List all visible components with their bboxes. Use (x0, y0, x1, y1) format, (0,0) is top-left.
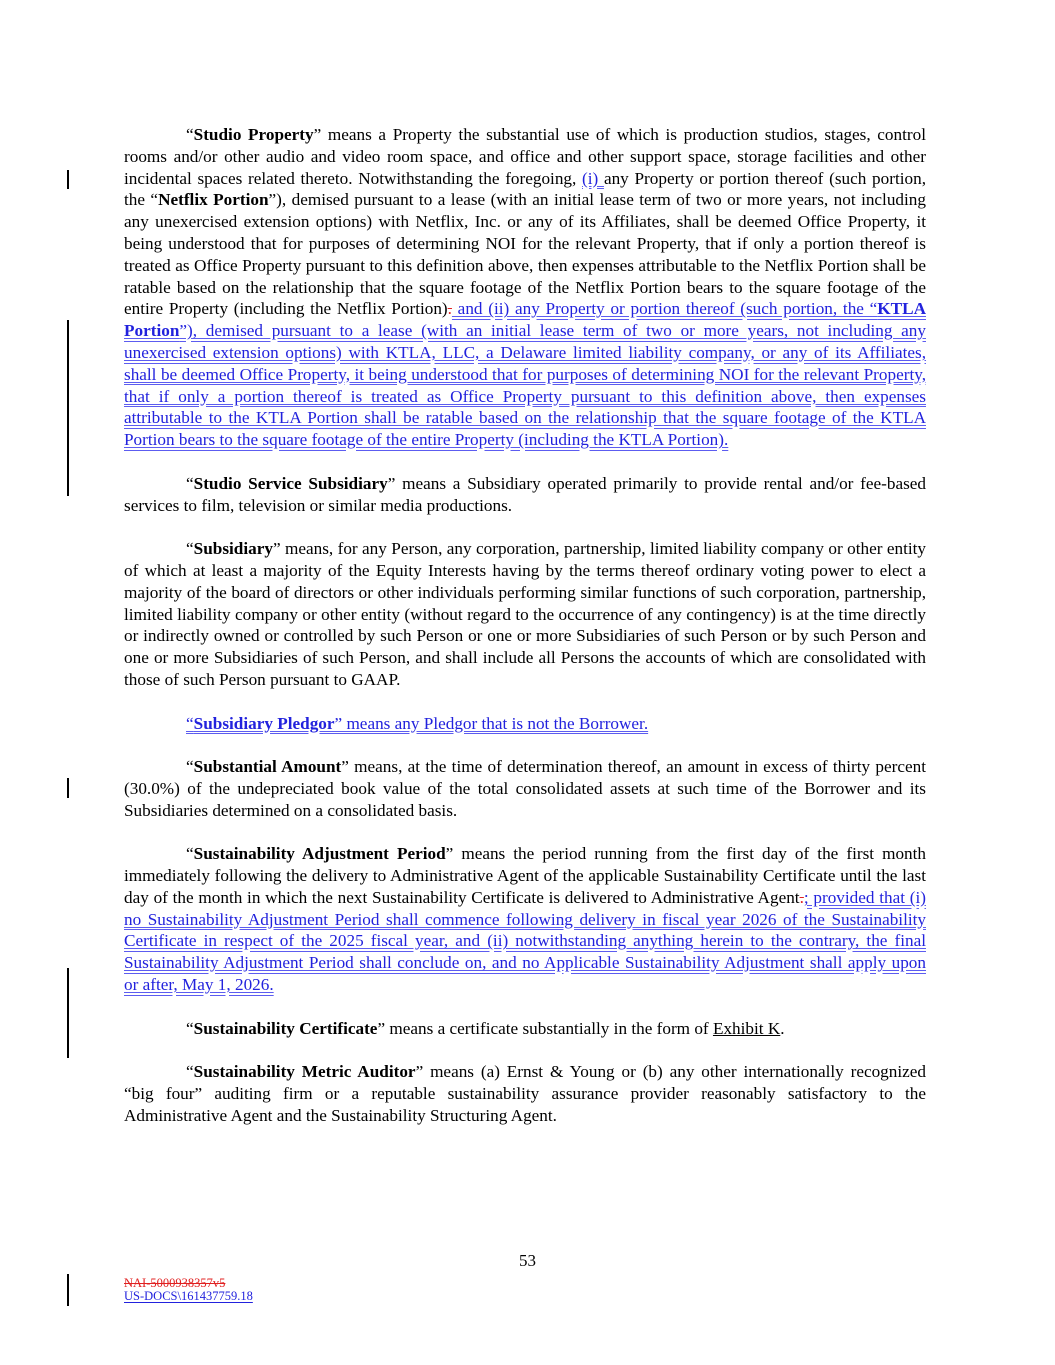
body-text: ” means, for any Person, any corporation, partnership, limited liability company or other entity of which at least a majority of the Equity Interests having by the terms thereof ordinary voting power to elect a majority of the board of directors or other individuals performing similar functions of such corporation, partnership, limited liability company or other entity (without regard to the occurrence of any contingency) is at the time directly or indirectly owned or controlled by such Person or one or more Subsidiaries of such Person or by such Person and one or more Subsidiaries of such Person, and shall include all Persons the accounts of which are consolidated with those of such Person pursuant to GAAP. (124, 539, 926, 689)
page-number: 53 (519, 1251, 536, 1270)
inserted-doc-id: US-DOCS\161437759.18 (124, 1288, 253, 1303)
deleted-text: . (447, 299, 452, 319)
body-text: “ (186, 539, 194, 559)
definition-paragraph (124, 124, 926, 451)
body-text: “ (186, 1062, 194, 1082)
inserted-defined-term: KTLA Portion (124, 299, 926, 341)
change-bar (67, 968, 69, 1058)
body-text: ” means a Subsidiary operated primarily to provide rental and/or fee-based services to film, television or similar media productions. (124, 473, 926, 515)
defined-term: Netflix Portion (158, 190, 269, 210)
inserted-text: ”), demised pursuant to a lease (with an initial lease term of two or more years, not including any unexercised extension options) with KTLA, LLC, a Delaware limited liability company, or any of its Affiliates, shall be deemed Office Property, it being understood that for purposes of determining NOI for the relevant Property, that if only a portion thereof is treated as Office Property pursuant to this definition above, then expenses attributable to the KTLA Portion shall be ratable based on the relationship that the square footage of the KTLA Portion bears to the square footage of the entire Property (including the KTLA Portion). (124, 321, 926, 450)
definition-paragraph (124, 538, 926, 691)
inserted-defined-term: Subsidiary Pledgor (193, 713, 335, 733)
change-bar (67, 320, 69, 496)
body-text: ” means a Property the substantial use of which is production studios, stages, control rooms and/or other audio and video room space, and office and other support space, storage facilities and other incidental spaces related thereto. Notwithstanding the foregoing, (124, 125, 926, 188)
defined-term: Studio Property (193, 125, 314, 144)
body-text: “ (186, 757, 194, 777)
body-text: ” means the period running from the first day of the first month immediately following the delivery to Administrative Agent of the applicable Sustainability Certificate until the last day of the month in which the next Sustainability Certificate is delivered to Administrative Agent (124, 844, 927, 907)
body-text: “ (186, 844, 194, 864)
inserted-text: ; provided that (i) no Sustainability Adjustment Period shall commence following delivery in fiscal year 2026 of the Sustainability Certificate in respect of the 2025 fiscal year, and (ii) notwithstanding anything herein to the contrary, the final Sustainability Adjustment Period shall conclude on, and no Applicable Sustainability Adjustment shall apply upon or after, May 1, 2026. (124, 887, 926, 995)
definition-paragraph (124, 1061, 926, 1126)
deleted-doc-id: NAI-5000938357v5 (124, 1276, 226, 1290)
defined-term: Subsidiary (193, 539, 273, 559)
definition-paragraph (124, 713, 926, 735)
body-text: . (780, 1018, 785, 1038)
inserted-text: “ (186, 713, 194, 733)
defined-term: Studio Service Subsidiary (193, 473, 388, 493)
body-text: ” means a certificate substantially in the form of (377, 1018, 713, 1038)
defined-term: Sustainability Adjustment Period (193, 844, 446, 864)
body-text: ”), demised pursuant to a lease (with an initial lease term of two or more years, not including any unexercised extension options) with Netflix, Inc. or any of its Affiliates, shall be deemed Office Property, it being understood that for purposes of determining NOI for the relevant Property, that if only a portion thereof is treated as Office Property pursuant to this definition above, then expenses attributable to the Netflix Portion shall be ratable based on the relationship that the square footage of the Netflix Portion bears to the square footage of the entire Property (including the Netflix Portion) (124, 190, 926, 319)
definition-paragraph (124, 1018, 926, 1040)
definition-paragraph (124, 756, 926, 821)
body-text: ” means (a) Ernst & Young or (b) any other internationally recognized “big four” auditing firm or a reputable sustainability assurance provider reasonably satisfactory to the Administrative Agent and the Sustainability Structuring Agent. (124, 1062, 926, 1125)
deleted-text: . (799, 887, 804, 907)
inserted-text: (i) (582, 168, 604, 188)
defined-term: Sustainability Certificate (193, 1018, 378, 1038)
inserted-text: and (ii) any Property or portion thereof (such portion, the “ (451, 299, 878, 319)
definition-paragraph (124, 843, 926, 996)
document-body (124, 124, 926, 1148)
exhibit-reference: Exhibit K (712, 1018, 781, 1038)
defined-term: Sustainability Metric Auditor (193, 1062, 416, 1082)
change-bar (67, 1274, 69, 1306)
body-text: “ (186, 125, 194, 144)
footer-doc-id (124, 1277, 253, 1302)
change-bar (67, 778, 69, 798)
body-text: any Property or portion thereof (such portion, the “ (124, 168, 926, 210)
defined-term: Substantial Amount (193, 757, 342, 777)
definition-paragraph (124, 473, 926, 517)
body-text: ” means, at the time of determination thereof, an amount in excess of thirty percent (30.0%) of the undepreciated book value of the total consolidated assets at such time of the Borrower and its Subsidiaries determined on a consolidated basis. (124, 757, 926, 820)
body-text: “ (186, 473, 194, 493)
inserted-text: ” means any Pledgor that is not the Borrower. (334, 713, 649, 733)
change-bar (67, 170, 69, 189)
body-text: “ (186, 1018, 194, 1038)
